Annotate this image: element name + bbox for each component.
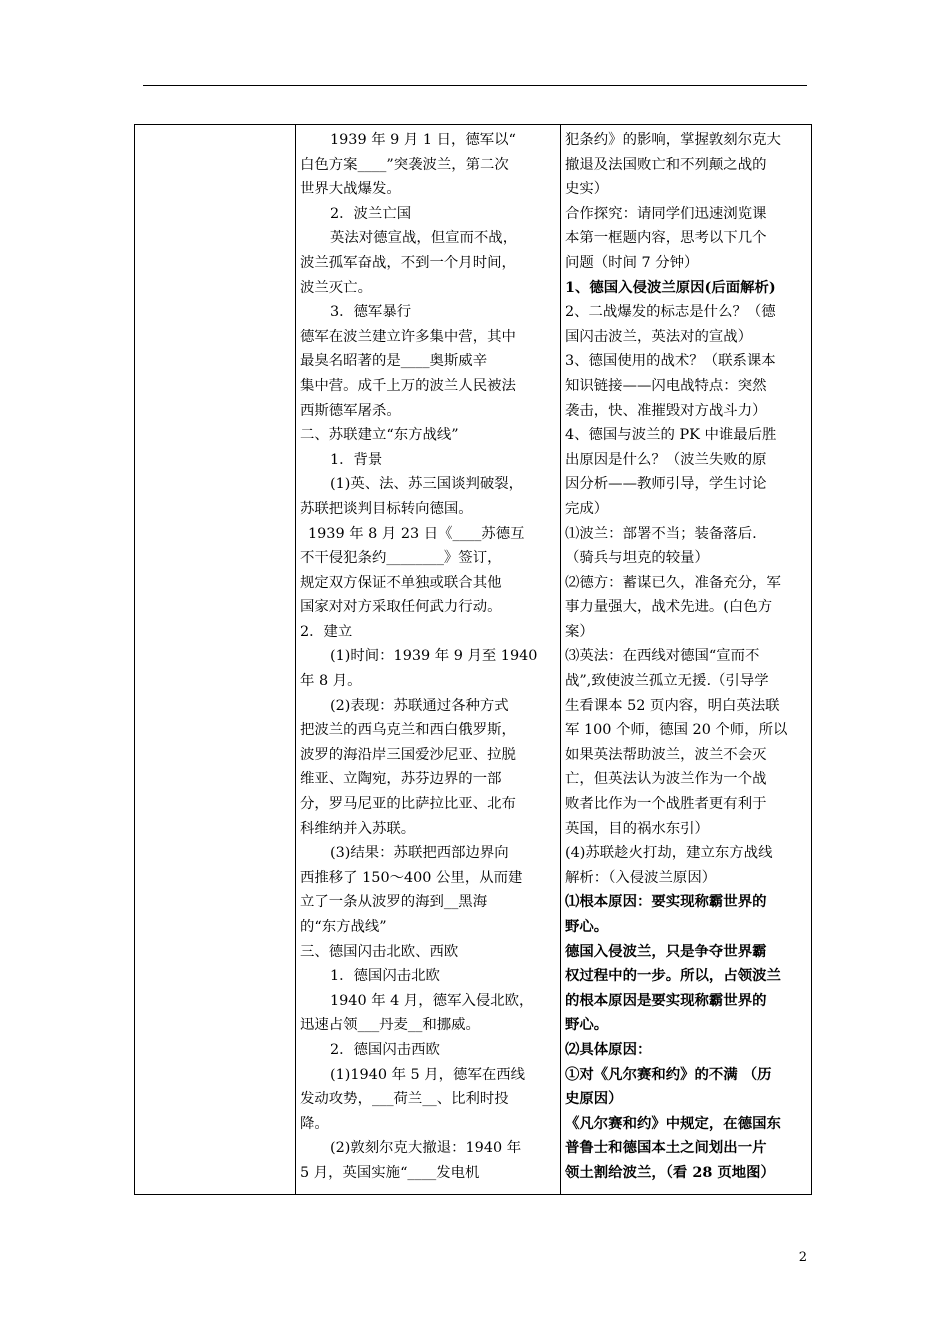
content-line: (1)时间：1939 年 9 月至 1940 (330, 648, 538, 665)
content-line: 西推移了 150～400 公里，从而建 (300, 869, 523, 886)
notes-line: 知识链接——闪电战特点：突然 (565, 377, 767, 394)
content-line: 最臭名昭著的是____奥斯威辛 (300, 353, 488, 370)
content-line: 规定双方保证不单独或联合其他 (300, 574, 502, 591)
content-line: 5 月，英国实施“____发电机 (300, 1164, 480, 1181)
notes-line: 野心。 (565, 1016, 609, 1034)
content-line: 1940 年 4 月，德军入侵北欧， (330, 992, 534, 1009)
content-line: (1)1940 年 5 月，德军在西线 (330, 1066, 526, 1083)
content-line: 1．背景 (330, 451, 383, 468)
notes-line: 案） (565, 623, 594, 640)
content-line: 集中营。成千上万的波兰人民被法 (300, 377, 516, 394)
content-line: 发动攻势，___荷兰__、比利时投 (300, 1091, 509, 1108)
notes-line: 本第一框题内容，思考以下几个 (565, 230, 767, 247)
notes-line: 权过程中的一步。所以，占领波兰 (565, 967, 781, 985)
content-line: 1939 年 9 月 1 日，德军以“ (330, 132, 516, 148)
lesson-table (134, 124, 812, 1195)
notes-line: 史实） (565, 181, 609, 198)
content-line: 三、德国闪击北欧、西欧 (300, 943, 459, 960)
notes-line: 领土割给波兰，（看 28 页地图） (565, 1163, 775, 1181)
notes-line: 英国，目的祸水东引） (565, 820, 709, 837)
content-line: (1)英、法、苏三国谈判破裂， (330, 476, 524, 493)
content-line: 德军在波兰建立许多集中营，其中 (300, 328, 516, 345)
notes-line: 1、德国入侵波兰原因(后面解析) (565, 278, 776, 296)
content-line: 立了一条从波罗的海到__黑海 (300, 894, 488, 911)
notes-line: 《凡尔赛和约》中规定，在德国东 (565, 1114, 781, 1132)
notes-line: 3、德国使用的战术？（联系课本 (565, 353, 776, 370)
content-line: 维亚、立陶宛，苏芬边界的一部 (300, 771, 502, 788)
content-line: 年 8 月。 (300, 673, 362, 690)
content-line: (3)结果：苏联把西部边界向 (330, 845, 509, 862)
notes-line: 生看课本 52 页内容，明白英法联 (565, 697, 780, 714)
notes-line: 败者比作为一个战胜者更有利于 (565, 796, 767, 813)
content-line: 降。 (300, 1115, 329, 1132)
header-rule (143, 85, 807, 86)
content-line: 白色方案____”突袭波兰，第二次 (300, 156, 509, 173)
notes-line: 合作探究：请同学们迅速浏览课 (565, 205, 767, 222)
notes-line: (4)苏联趁火打劫，建立东方战线 (565, 845, 773, 862)
content-line: 2．建立 (300, 623, 353, 640)
content-line: 把波兰的西乌克兰和西白俄罗斯， (300, 722, 516, 739)
notes-line: ⑴波兰：部署不当；装备落后. (565, 525, 757, 542)
notes-line: 解析：（入侵波兰原因） (565, 869, 717, 886)
notes-line: ⑶英法：在西线对德国“宣而不 (565, 648, 760, 665)
notes-line: 如果英法帮助波兰，波兰不会灭 (565, 746, 767, 763)
content-line: 苏联把谈判目标转向德国。 (300, 500, 473, 517)
notes-line: ⑴根本原因：要实现称霸世界的 (565, 893, 767, 911)
notes-line: 的根本原因是要实现称霸世界的 (565, 991, 767, 1009)
notes-line: 史原因） (565, 1090, 623, 1108)
notes-line: 4、德国与波兰的 PK 中谁最后胜 (565, 427, 777, 444)
content-line: 英法对德宣战，但宣而不战， (330, 230, 518, 247)
content-line: 科维纳并入苏联。 (300, 820, 416, 837)
content-line: 二、苏联建立“东方战线” (300, 427, 459, 444)
content-line: 1．德国闪击北欧 (330, 968, 440, 985)
teaching-notes-column (565, 128, 811, 1186)
notes-line: 军 100 个师，德国 20 个师，所以 (565, 722, 788, 739)
notes-line: ⑵德方：蓄谋已久，准备充分，军 (565, 574, 781, 591)
notes-line: 犯条约》的影响，掌握敦刻尔克大 (565, 132, 781, 148)
page-number: 2 (798, 1250, 807, 1265)
notes-line: 国闪击波兰，英法对的宣战） (565, 328, 753, 345)
notes-line: 问题（时间 7 分钟） (565, 254, 699, 271)
notes-line: 普鲁士和德国本土之间划出一片 (565, 1139, 767, 1157)
notes-line: 完成） (565, 500, 609, 517)
column-divider-2 (560, 125, 561, 1194)
notes-line: ①对《凡尔赛和约》的不满 （历 (565, 1065, 772, 1083)
notes-line: 战”,致使波兰孤立无援.（引导学 (565, 673, 769, 690)
notes-line: 撤退及法国败亡和不列颠之战的 (565, 156, 767, 173)
notes-line: 因分析——教师引导，学生讨论 (565, 476, 767, 493)
content-line: 国家对对方采取任何武力行动。 (300, 599, 502, 616)
column-divider-1 (295, 125, 296, 1194)
content-line: (2)表现：苏联通过各种方式 (330, 697, 509, 714)
content-line: (2)敦刻尔克大撤退：1940 年 (330, 1140, 522, 1157)
notes-line: 事力量强大，战术先进。(白色方 (565, 599, 773, 616)
content-line: 1939 年 8 月 23 日《____苏德互 (308, 525, 525, 542)
content-line: 世界大战爆发。 (300, 181, 401, 198)
content-line: 分，罗马尼亚的比萨拉比亚、北布 (300, 796, 516, 813)
content-line: 迅速占领___丹麦__和挪威。 (300, 1017, 480, 1034)
content-line: 的“东方战线” (300, 919, 387, 935)
content-line: 波罗的海沿岸三国爱沙尼亚、拉脱 (300, 746, 516, 763)
content-line: 2．德国闪击西欧 (330, 1041, 440, 1058)
content-line: 波兰孤军奋战，不到一个月时间， (300, 254, 516, 271)
content-line: 2．波兰亡国 (330, 205, 412, 222)
content-line: 不干侵犯条约________》签订， (300, 550, 502, 567)
content-column (300, 128, 554, 1186)
content-line: 波兰灭亡。 (300, 279, 372, 296)
notes-line: 2、二战爆发的标志是什么？（德 (565, 304, 776, 321)
notes-line: 出原因是什么？（波兰失败的原 (565, 451, 767, 468)
content-line: 西斯德军屠杀。 (300, 402, 401, 419)
notes-line: 德国入侵波兰，只是争夺世界霸 (565, 942, 767, 960)
notes-line: （骑兵与坦克的较量） (565, 550, 709, 567)
notes-line: 亡，但英法认为波兰作为一个战 (565, 771, 767, 788)
notes-line: ⑵具体原因： (565, 1040, 652, 1058)
notes-line: 野心。 (565, 918, 609, 935)
notes-line: 袭击，快、准摧毁对方战斗力） (565, 402, 767, 419)
content-line: 3．德军暴行 (330, 304, 412, 321)
